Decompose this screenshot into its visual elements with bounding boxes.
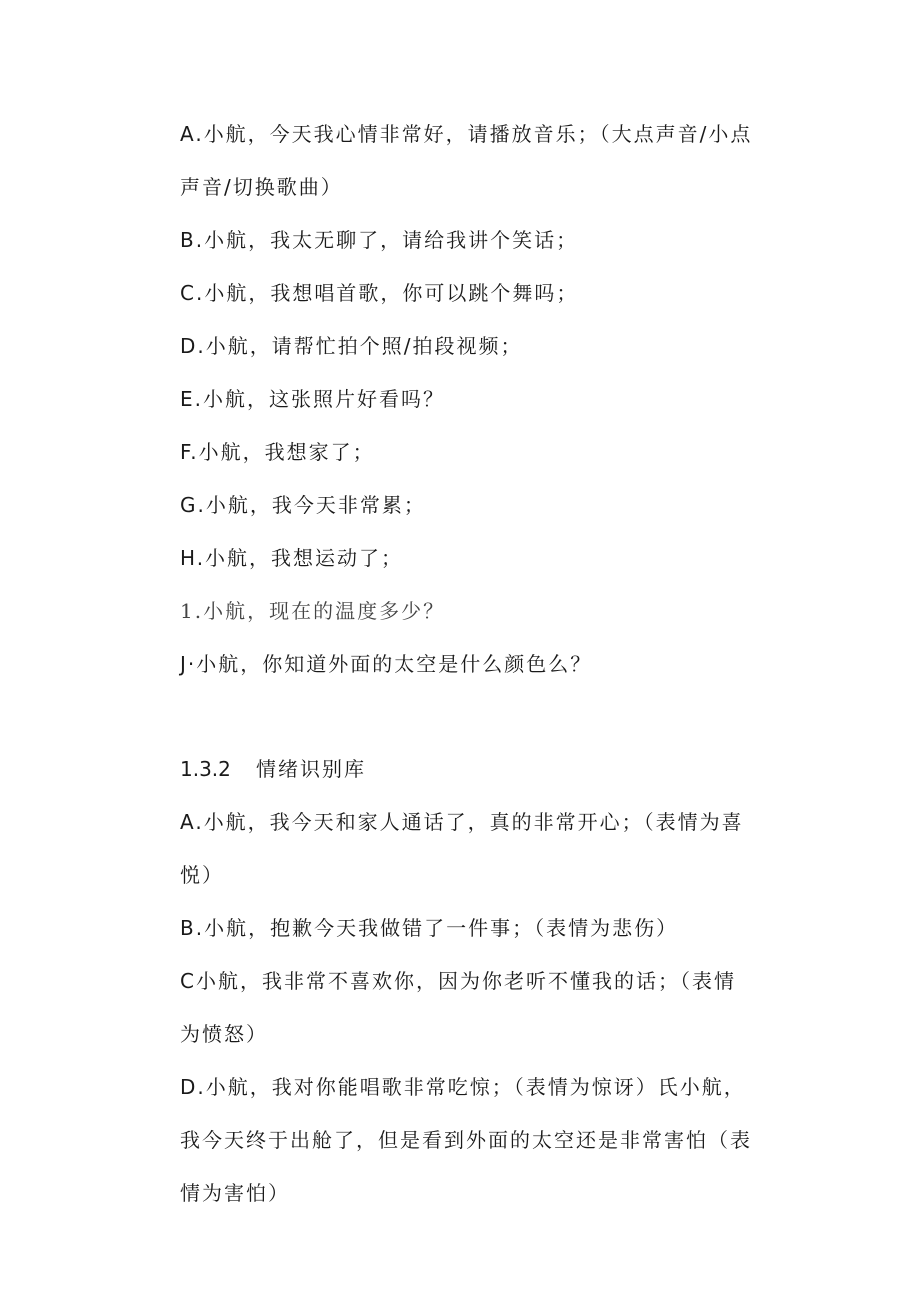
list-item-g: G.小航，我今天非常累； (180, 493, 426, 517)
emotion-item-d-end: 情为害怕） (180, 1181, 290, 1205)
voice-command-list (180, 108, 790, 691)
list-item-c: C.小航，我想唱首歌，你可以跳个舞吗； (180, 281, 579, 305)
list-item-j: J·小航，你知道外面的太空是什么颜色么？ (180, 652, 593, 676)
emotion-item-c-continued: 为愤怒） (180, 1022, 268, 1046)
list-item-h: H.小航，我想运动了； (180, 546, 404, 570)
emotion-item-c: C小航，我非常不喜欢你，因为你老听不懂我的话；（表情 (180, 969, 736, 993)
list-item-d: D.小航，请帮忙拍个照/拍段视频； (180, 334, 523, 358)
section-heading (180, 743, 790, 796)
list-item-b: B.小航，我太无聊了，请给我讲个笑话； (180, 228, 579, 252)
document-page (180, 108, 790, 1220)
list-item-i: 1.小航，现在的温度多少？ (180, 599, 446, 623)
list-item-f: F.小航，我想家了； (180, 440, 375, 464)
emotion-item-d-continued: 我今天终于出舱了，但是看到外面的太空还是非常害怕（表 (180, 1128, 752, 1152)
emotion-item-a-continued: 悦） (180, 863, 224, 887)
section-spacer (180, 691, 790, 743)
list-item-e: E.小航，这张照片好看吗？ (180, 387, 445, 411)
list-item-a-continued: 声音/切换歌曲） (180, 175, 343, 199)
section-number: 1.3.2 (180, 757, 231, 781)
emotion-item-b: B.小航，抱歉今天我做错了一件事；（表情为悲伤） (180, 916, 679, 940)
list-item-a: A.小航，今天我心情非常好，请播放音乐；（大点声音/小点 (180, 122, 753, 146)
emotion-recognition-list (180, 796, 790, 1220)
emotion-item-a: A.小航，我今天和家人通话了，真的非常开心；（表情为喜 (180, 810, 744, 834)
emotion-item-d: D.小航，我对你能唱歌非常吃惊；（表情为惊讶）氏小航， (180, 1075, 746, 1099)
section-title: 情绪识别库 (256, 757, 366, 781)
